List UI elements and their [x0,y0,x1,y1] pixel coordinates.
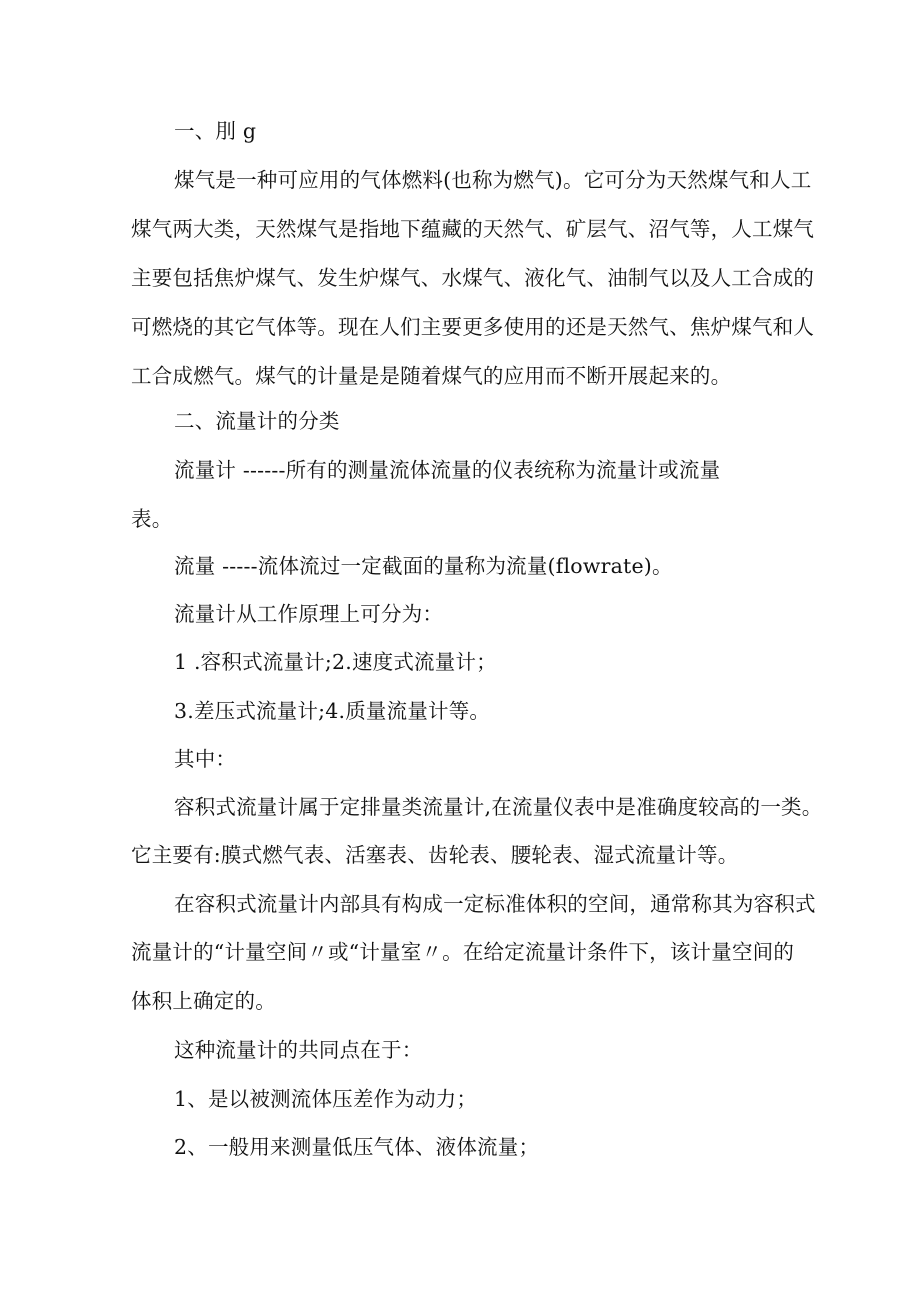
paragraph-line: 它主要有:膜式燃气表、活塞表、齿轮表、腰轮表、湿式流量计等。 [131,843,739,867]
paragraph-line: 煤气是一种可应用的气体燃料(也称为燃气)。它可分为天然煤气和人工 [174,168,812,192]
paragraph-line: 容积式流量计属于定排量类流量计,在流量仪表中是准确度较高的一类。 [174,795,823,819]
list-item: 1 .容积式流量计;2.速度式流量计； [174,650,497,674]
paragraph-line: 主要包括焦炉煤气、发生炉煤气、水煤气、液化气、油制气以及人工合成的 [131,266,815,290]
list-item: 2、一般用来测量低压气体、液体流量； [174,1135,540,1159]
paragraph-line: 流量计的“计量空间〃或“计量室〃。在给定流量计条件下，该计量空间的 [131,940,795,964]
paragraph-line: 表。 [131,507,173,531]
paragraph-line: 其中： [174,747,237,771]
paragraph-line: 体积上确定的。 [131,989,276,1013]
paragraph-line: 流量计从工作原理上可分为： [174,602,444,626]
paragraph-line: 在容积式流量计内部具有构成一定标准体积的空间，通常称其为容积式 [174,892,816,916]
paragraph-line: 这种流量计的共同点在于： [174,1038,423,1062]
list-item: 3.差压式流量计;4.质量流量计等。 [174,699,491,723]
paragraph-line: 流量计 ------所有的测量流体流量的仪表统称为流量计或流量 [174,458,721,482]
paragraph-line: 流量 -----流体流过一定截面的量称为流量(flowrate)。 [174,554,673,578]
paragraph-line: 煤气两大类，天然煤气是指地下蕴藏的天然气、矿层气、沼气等，人工煤气 [131,217,815,241]
list-item: 1、是以被测流体压差作为动力； [174,1087,478,1111]
paragraph-line: 可燃烧的其它气体等。现在人们主要更多使用的还是天然气、焦炉煤气和人 [131,315,815,339]
section-heading-classification: 二、流量计的分类 [174,409,340,433]
section-heading-preface: 一、刖 g [174,119,257,143]
paragraph-line: 工合成燃气。煤气的计量是是随着煤气的应用而不断开展起来的。 [131,364,732,388]
